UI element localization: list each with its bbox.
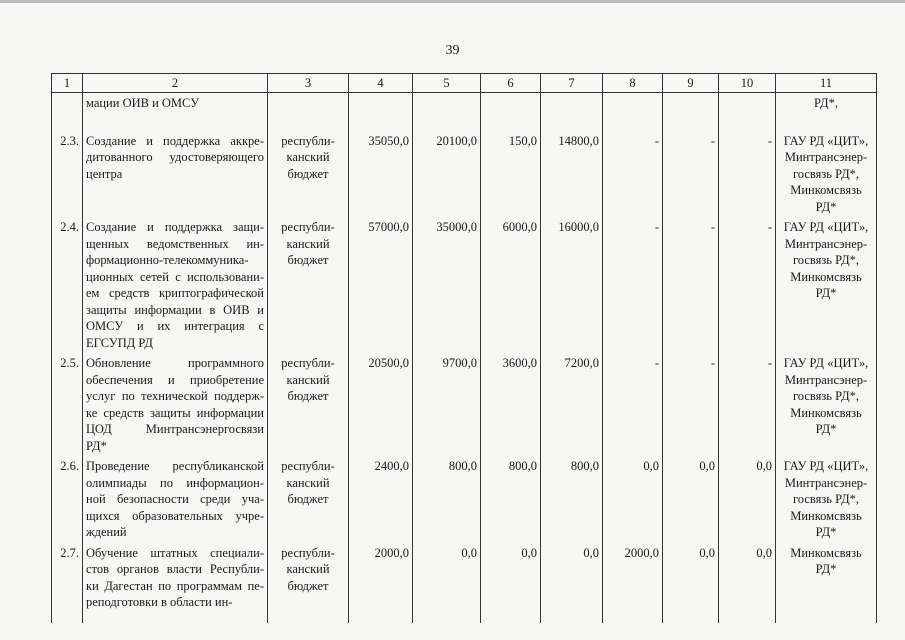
responsible-line: ГАУ РД «ЦИТ», (783, 220, 869, 234)
funding-source-line: республи- (281, 545, 335, 560)
funding-source (268, 93, 349, 131)
description-line: мации ОИВ и ОМСУ (86, 96, 200, 110)
budget-table (51, 73, 877, 623)
responsible-executor (776, 93, 877, 131)
description-line: олимпиады по информацион- (86, 475, 264, 490)
funding-source (268, 217, 349, 353)
funding-source (268, 456, 349, 543)
amount-cell (481, 93, 541, 131)
description-line: услуг по технической поддерж- (86, 389, 264, 403)
row-number: 2.7. (52, 543, 83, 623)
amount-cell: 0,0 (481, 543, 541, 623)
table-row (52, 456, 877, 543)
responsible-line: Минкомсвязь (790, 508, 862, 523)
description-line: Проведение республиканской (86, 459, 264, 473)
column-header-8: 8 (603, 74, 663, 93)
funding-source-line: канский (286, 562, 330, 576)
column-header-9: 9 (663, 74, 719, 93)
amount-cell: 0,0 (413, 543, 481, 623)
funding-source-line: бюджет (287, 389, 329, 403)
column-header-3: 3 (268, 74, 349, 93)
amount-cell: 20500,0 (349, 353, 413, 456)
description-line: стов органов власти Республи- (86, 562, 264, 576)
amount-cell: - (663, 131, 719, 218)
description-line: ЦОД Минтрансэнергосвязи (86, 422, 264, 436)
amount-cell: 0,0 (719, 456, 776, 543)
description-line: дитованного удостоверяющего (86, 150, 264, 164)
amount-cell: 800,0 (541, 456, 603, 543)
measure-description (83, 353, 268, 456)
table-row (52, 217, 877, 353)
responsible-line: госвязь РД*, (792, 492, 860, 506)
amount-cell: 0,0 (719, 543, 776, 623)
responsible-executor (776, 217, 877, 353)
amount-cell: - (603, 217, 663, 353)
column-header-1: 1 (52, 74, 83, 93)
funding-source-line: канский (286, 150, 330, 164)
row-number: 2.5. (52, 353, 83, 456)
responsible-line: Минкомсвязь (790, 545, 862, 560)
row-number: 2.6. (52, 456, 83, 543)
responsible-line: госвязь РД*, (792, 389, 860, 403)
amount-cell (663, 93, 719, 131)
column-header-2: 2 (83, 74, 268, 93)
amount-cell: 0,0 (603, 456, 663, 543)
amount-cell: 0,0 (541, 543, 603, 623)
amount-cell: 20100,0 (413, 131, 481, 218)
responsible-line: ГАУ РД «ЦИТ», (783, 459, 869, 473)
funding-source-line: канский (286, 475, 330, 490)
column-header-10: 10 (719, 74, 776, 93)
description-line: ем средств криптографической (86, 286, 264, 300)
amount-cell: 800,0 (481, 456, 541, 543)
description-line: ждений (86, 525, 127, 539)
amount-cell (719, 93, 776, 131)
description-line: РД* (86, 438, 107, 453)
description-line: ки Дагестан по программам пе- (86, 578, 264, 593)
amount-cell: 2000,0 (349, 543, 413, 623)
responsible-line: РД* (815, 422, 837, 436)
amount-cell: 7200,0 (541, 353, 603, 456)
measure-description (83, 543, 268, 623)
funding-source-line: республи- (281, 133, 335, 148)
funding-source-line: республи- (281, 220, 335, 234)
description-line: щенных ведомственных ин- (86, 236, 264, 251)
description-line: защиты информации в ОИВ и (86, 302, 264, 317)
amount-cell: - (719, 217, 776, 353)
description-line: ке средств защиты информации (86, 405, 264, 420)
amount-cell: 16000,0 (541, 217, 603, 353)
funding-source-line: республи- (281, 459, 335, 473)
amount-cell: 800,0 (413, 456, 481, 543)
responsible-line: РД* (815, 562, 837, 576)
header-row (52, 74, 877, 93)
row-number: 2.3. (52, 131, 83, 218)
responsible-line: госвязь РД*, (792, 253, 860, 267)
amount-cell: 57000,0 (349, 217, 413, 353)
funding-source (268, 353, 349, 456)
funding-source-line: бюджет (287, 492, 329, 506)
amount-cell: 9700,0 (413, 353, 481, 456)
responsible-line: госвязь РД*, (792, 166, 860, 181)
funding-source-line: бюджет (287, 166, 329, 181)
amount-cell: 0,0 (663, 543, 719, 623)
description-line: Обучение штатных специали- (86, 545, 264, 560)
column-header-11: 11 (776, 74, 877, 93)
column-header-6: 6 (481, 74, 541, 93)
amount-cell: 150,0 (481, 131, 541, 218)
measure-description (83, 131, 268, 218)
row-number: 2.4. (52, 217, 83, 353)
responsible-executor (776, 131, 877, 218)
amount-cell (541, 93, 603, 131)
amount-cell: - (663, 353, 719, 456)
responsible-line: РД*, (814, 96, 838, 110)
responsible-line: Минкомсвязь (790, 405, 862, 420)
description-line: Создание и поддержка аккре- (86, 133, 264, 148)
amount-cell: 14800,0 (541, 131, 603, 218)
amount-cell: 2000,0 (603, 543, 663, 623)
amount-cell: - (663, 217, 719, 353)
funding-source (268, 131, 349, 218)
description-line: Обновление программного (86, 356, 264, 370)
amount-cell (603, 93, 663, 131)
table-row (52, 543, 877, 623)
amount-cell: - (719, 353, 776, 456)
responsible-line: Минкомсвязь (790, 269, 862, 284)
measure-description (83, 93, 268, 131)
measure-description (83, 217, 268, 353)
description-line: Создание и поддержка защи- (86, 220, 264, 234)
responsible-line: Минтрансэнер- (784, 150, 868, 164)
responsible-line: Минтрансэнер- (784, 475, 868, 490)
table-row (52, 131, 877, 218)
responsible-line: РД* (815, 525, 837, 539)
amount-cell: 35000,0 (413, 217, 481, 353)
responsible-executor (776, 353, 877, 456)
amount-cell: - (603, 131, 663, 218)
description-line: щихся образовательных учре- (86, 508, 264, 523)
amount-cell: - (719, 131, 776, 218)
amount-cell: 2400,0 (349, 456, 413, 543)
description-line: ОМСУ и их интеграция с (86, 319, 264, 333)
description-line: центра (86, 166, 123, 181)
column-header-4: 4 (349, 74, 413, 93)
responsible-line: ГАУ РД «ЦИТ», (783, 356, 869, 370)
description-line: ционных сетей с использовани- (86, 269, 264, 284)
funding-source-line: бюджет (287, 253, 329, 267)
scan-top-edge (0, 0, 905, 3)
funding-source-line: канский (286, 236, 330, 251)
amount-cell: 3600,0 (481, 353, 541, 456)
responsible-line: Минкомсвязь (790, 183, 862, 197)
responsible-executor (776, 456, 877, 543)
amount-cell (349, 93, 413, 131)
description-line: обеспечения и приобретение (86, 372, 264, 387)
amount-cell: 0,0 (663, 456, 719, 543)
table-row (52, 353, 877, 456)
table-row (52, 93, 877, 131)
responsible-line: РД* (815, 286, 837, 300)
responsible-executor (776, 543, 877, 623)
amount-cell: 35050,0 (349, 131, 413, 218)
funding-source-line: бюджет (287, 578, 329, 593)
responsible-line: ГАУ РД «ЦИТ», (783, 133, 869, 148)
funding-source-line: республи- (281, 356, 335, 370)
amount-cell: - (603, 353, 663, 456)
description-line: ной безопасности среди уча- (86, 492, 264, 506)
measure-description (83, 456, 268, 543)
funding-source-line: канский (286, 372, 330, 387)
description-line: реподготовки в области ин- (86, 595, 233, 609)
responsible-line: Минтрансэнер- (784, 236, 868, 251)
row-number (52, 93, 83, 131)
column-header-5: 5 (413, 74, 481, 93)
amount-cell: 6000,0 (481, 217, 541, 353)
column-header-7: 7 (541, 74, 603, 93)
responsible-line: РД* (815, 199, 837, 214)
description-line: формационно-телекоммуника- (86, 253, 249, 267)
amount-cell (413, 93, 481, 131)
funding-source (268, 543, 349, 623)
description-line: ЕГСУПД РД (86, 335, 153, 350)
responsible-line: Минтрансэнер- (784, 372, 868, 387)
page-number: 39 (445, 43, 460, 58)
